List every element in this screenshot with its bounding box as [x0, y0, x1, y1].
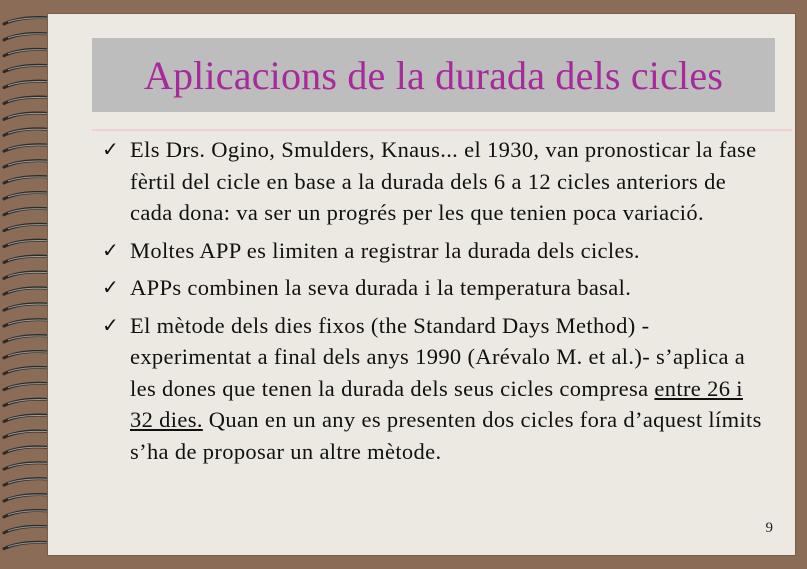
page-number: 9 — [765, 520, 773, 536]
underlined-range: entre 26 i 32 dies. — [130, 375, 743, 432]
bullet-text-after: Quan en un any es presenten dos cicles fora d’aquest límits s’ha de proposar un altre mètode. — [130, 407, 762, 464]
check-icon: ✓ — [102, 237, 119, 262]
bullet-item — [102, 272, 762, 304]
check-icon: ✓ — [102, 312, 119, 337]
bullet-item — [102, 134, 762, 229]
bullet-text: Moltes APP es limiten a registrar la durada dels cicles. — [130, 237, 640, 263]
bullet-item — [102, 235, 762, 267]
title-divider — [92, 129, 792, 131]
bullet-text — [130, 310, 762, 468]
bullet-text: APPs combinen la seva durada i la temperatura basal. — [130, 275, 632, 300]
slide-title: Aplicacions de la durada dels cicles — [143, 52, 724, 98]
slide-page — [48, 14, 795, 555]
check-icon: ✓ — [102, 275, 119, 299]
check-icon: ✓ — [102, 137, 119, 161]
bullet-item — [102, 310, 762, 468]
title-box — [92, 38, 775, 112]
bullet-text: Els Drs. Ogino, Smulders, Knaus... el 1930, van pronosticar la fase fèrtil del cicle en base a la durada dels 6 a 12 cicles anteriors de cada dona: va ser un progrés per les que tenien poca variació. — [130, 137, 757, 225]
bullet-list — [102, 132, 762, 467]
bullet-text-before: El mètode dels dies fixos (the Standard Days Method) -experimentat a final dels anys 1990 (Arévalo M. et al.)- s’aplica a les dones que tenen la durada dels seus cicles compresa — [130, 312, 746, 401]
